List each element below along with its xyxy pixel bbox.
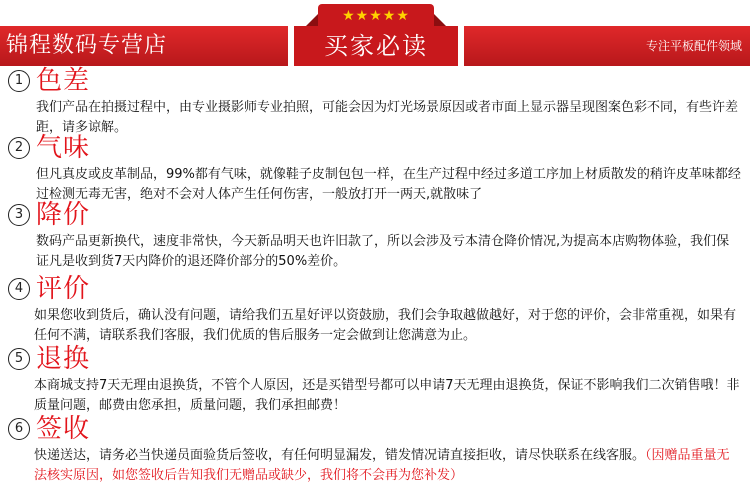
ribbon-fold-left	[306, 14, 318, 26]
section-text: 本商城支持7天无理由退换货，不管个人原因，还是买错型号都可以申请7天无理由退换货，保证不影响我们二次销售哦！非质量问题，邮费由您承担，质量问题，我们承担邮费！	[34, 378, 740, 413]
section-number: 3	[8, 204, 30, 226]
section-text: 但凡真皮或皮革制品，99%都有气味，就像鞋子皮制包包一样，在生产过程中经过多道工序加上材质散发的稍许皮革味都经过检测无毒无害，绝对不会对人体产生任何伤害，一般放打开一两天,就散味了	[36, 167, 741, 202]
gift-note: （因赠品重量无法核实原因，如您签收后告知我们无赠品或缺少，我们将不会再为您补发）	[34, 448, 730, 483]
section-number: 4	[8, 278, 30, 300]
section-number: 2	[8, 137, 30, 159]
page-title: 买家必读	[294, 26, 458, 66]
section-text: 如果您收到货后，确认没有问题，请给我们五星好评以资鼓励，我们会争取越做越好，对于您的评价，会非常重视，如果有任何不满，请联系我们客服，我们优质的售后服务一定会做到让您满意为止。	[34, 308, 737, 343]
section-title: 色差	[36, 66, 91, 96]
section-number: 6	[8, 418, 30, 440]
five-star-icon: ★★★★★	[318, 4, 434, 28]
section-title: 气味	[36, 133, 91, 163]
ribbon-fold-right	[434, 14, 446, 26]
store-tagline: 专注平板配件领域	[645, 39, 742, 53]
section-number: 1	[8, 70, 30, 92]
section-text: 我们产品在拍摄过程中，由专业摄影师专业拍照，可能会因为灯光场景原因或者市面上显示器呈现图案色彩不同，有些许差距，请多谅解。	[36, 100, 739, 135]
section-text: 快递送达，请务必当快递员面验货后签收，有任何明显漏发，错发情况请直接拒收，请尽快联系在线客服。	[34, 448, 646, 463]
section-title: 评价	[36, 274, 91, 304]
store-name: 锦程数码专营店	[6, 33, 168, 58]
section-number: 5	[8, 348, 30, 370]
section-title: 退换	[36, 344, 91, 374]
page-header	[0, 0, 750, 66]
section-title: 降价	[36, 200, 91, 230]
section-title: 签收	[36, 414, 91, 444]
section-text-block	[34, 446, 740, 486]
section-text: 数码产品更新换代，速度非常快，今天新品明天也许旧款了，所以会涉及亏本清仓降价情况,为提高本店购物体验，我们保证凡是收到货7天内降价的退还降价部分的50%差价。	[36, 234, 730, 269]
title-tab	[288, 26, 464, 66]
